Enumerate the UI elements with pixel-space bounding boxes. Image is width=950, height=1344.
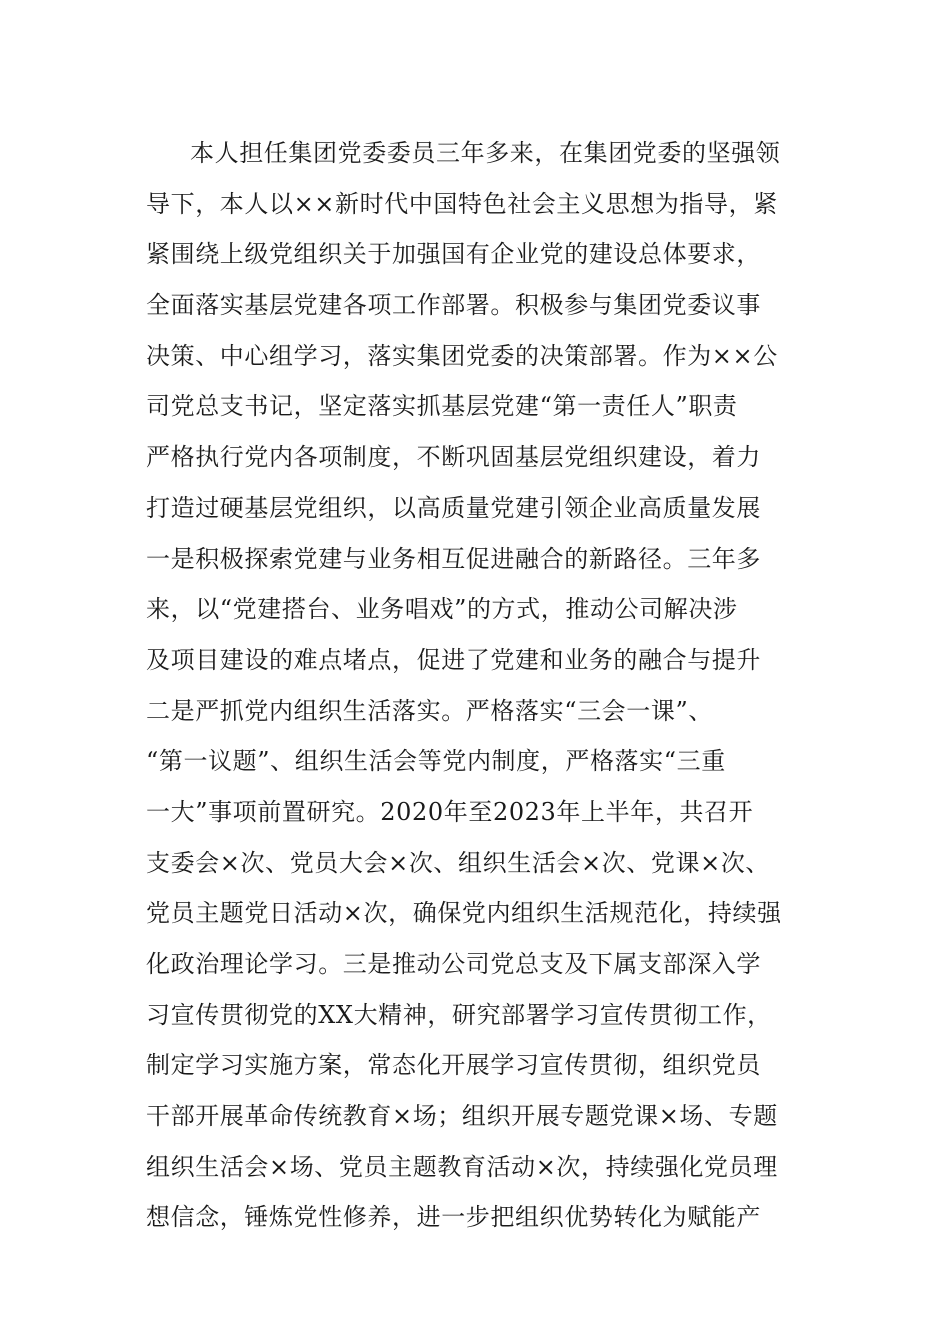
text-line: 化政治理论学习。三是推动公司党总支及下属支部深入学: [146, 950, 761, 978]
text-line: 一是积极探索党建与业务相互促进融合的新路径。三年多: [146, 544, 761, 573]
text-line: 决策、中心组学习，落实集团党委的决策部署。作为××公: [146, 341, 778, 370]
text-line: 本人担任集团党委委员三年多来，在集团党委的坚强领: [190, 139, 781, 167]
text-line: 支委会×次、党员大会×次、组织生活会×次、党课×次、: [146, 848, 771, 877]
text-line: 及项目建设的难点堵点，促进了党建和业务的融合与提升: [146, 645, 761, 674]
text-line: 党员主题党日活动×次，确保党内组织生活规范化，持续强: [146, 899, 782, 928]
text-line: 全面落实基层党建各项工作部署。积极参与集团党委议事: [146, 291, 761, 320]
text-line: 制定学习实施方案，常态化开展学习宣传贯彻，组织党员: [146, 1051, 761, 1080]
text-line: 导下，本人以××新时代中国特色社会主义思想为指导，紧: [146, 189, 778, 218]
text-line: 严格执行党内各项制度，不断巩固基层党组织建设，着力: [146, 443, 761, 472]
text-line: 二是严抓党内组织生活落实。严格落实“三会一课”、: [146, 696, 713, 725]
text-line: 打造过硬基层党组织，以高质量党建引领企业高质量发展: [146, 493, 761, 522]
text-line: 习宣传贯彻党的XX大精神，研究部署学习宣传贯彻工作，: [146, 1000, 772, 1029]
text-line: 来，以“党建搭台、业务唱戏”的方式，推动公司解决涉: [146, 595, 738, 624]
text-line: “第一议题”、组织生活会等党内制度，严格落实“三重: [146, 747, 726, 776]
text-line: 一大”事项前置研究。2020年至2023年上半年，共召开: [146, 797, 754, 826]
body-text: [146, 128, 816, 1243]
text-line: 想信念，锤炼党性修养，进一步把组织优势转化为赋能产: [146, 1203, 761, 1232]
text-line: 司党总支书记，坚定落实抓基层党建“第一责任人”职责: [146, 392, 738, 421]
text-line: 组织生活会×场、党员主题教育活动×次，持续强化党员理: [146, 1152, 778, 1181]
text-line: 干部开展革命传统教育×场；组织开展专题党课×场、专题: [146, 1102, 778, 1131]
text-line: 紧围绕上级党组织关于加强国有企业党的建设总体要求，: [146, 240, 761, 269]
